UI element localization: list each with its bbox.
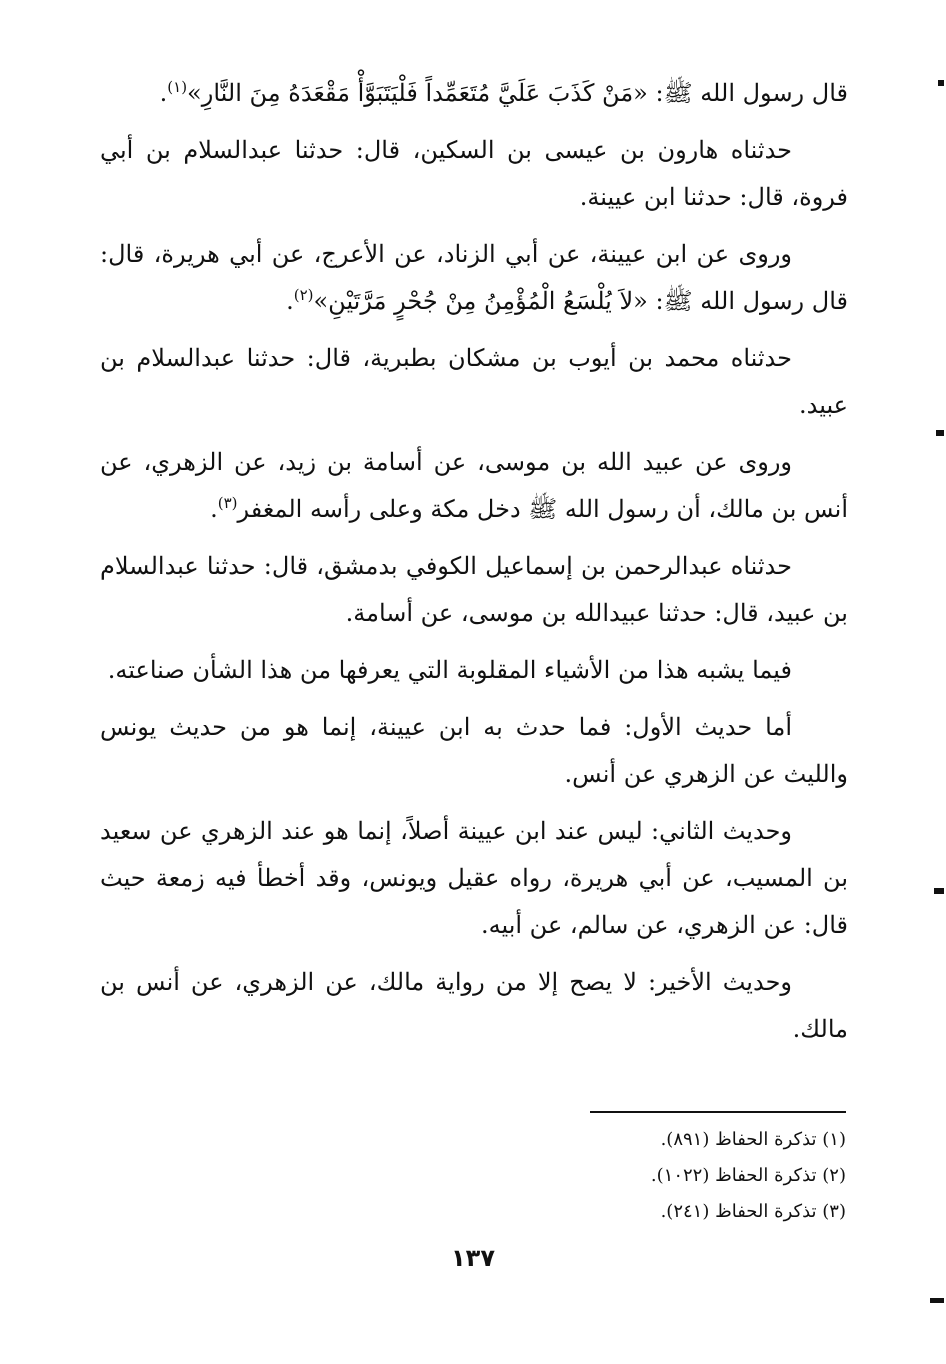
footnote-reference: (١) (167, 78, 188, 96)
page-number: ١٣٧ (451, 1244, 495, 1272)
paragraph-text: وحديث الأخير: لا يصح إلا من رواية مالك، عن الزهري، عن أنس بن مالك. (100, 968, 848, 1043)
footnote-reference: (٣) (217, 494, 238, 512)
paragraph (100, 70, 848, 117)
footnote (560, 1158, 846, 1194)
paragraph-text: أما حديث الأول: فما حدث به ابن عيينة، إنما هو من حديث يونس والليث عن الزهري عن أنس. (100, 713, 848, 788)
paragraph-text: حدثناه عبدالرحمن بن إسماعيل الكوفي بدمشق، قال: حدثنا عبدالسلام بن عبيد، قال: حدثنا عبيدالله بن موسى، عن أسامة. (100, 552, 848, 627)
scan-mark-bottom (930, 1298, 944, 1303)
footnote-reference: (٢) (293, 286, 314, 304)
paragraph (100, 231, 848, 325)
scan-mark-middle (936, 430, 944, 436)
main-text (100, 70, 848, 1063)
scan-mark-lower (934, 888, 944, 894)
paragraph-text: وروى عن ابن عيينة، عن أبي الزناد، عن الأعرج، عن أبي هريرة، قال: قال رسول الله ﷺ: «لاَ يُلْسَعُ الْمُؤْمِنُ مِنْ جُحْرٍ مَرَّتَيْنِ» (100, 240, 848, 315)
paragraph (100, 127, 848, 221)
sentence-end: . (210, 495, 218, 523)
footnote-text: تذكرة الحفاظ (٨٩١). (660, 1129, 817, 1150)
paragraph-text: حدثناه محمد بن أيوب بن مشكان بطبرية، قال: حدثنا عبدالسلام بن عبيد. (100, 344, 848, 419)
paragraph-text: قال رسول الله ﷺ: «مَنْ كَذَبَ عَلَيَّ مُتَعَمِّداً فَلْيَتَبَوَّأْ مَقْعَدَهُ مِنَ النَّارِ» (187, 79, 848, 107)
paragraph (100, 543, 848, 637)
sentence-end: . (286, 287, 294, 315)
paragraph (100, 647, 848, 694)
paragraph-text: وروى عن عبيد الله بن موسى، عن أسامة بن زيد، عن الزهري، عن أنس بن مالك، أن رسول الله ﷺ دخل مكة وعلى رأسه المغفر (100, 448, 848, 523)
paragraph (100, 704, 848, 798)
paragraph (100, 335, 848, 429)
footnote (560, 1194, 846, 1230)
footnote (560, 1122, 846, 1158)
sentence-end: . (159, 79, 168, 107)
paragraph (100, 959, 848, 1053)
footnote-number: (٢) (822, 1165, 846, 1186)
scan-mark-top (938, 80, 944, 86)
footnotes (560, 1122, 846, 1230)
paragraph (100, 439, 848, 533)
paragraph-text: فيما يشبه هذا من الأشياء المقلوبة التي يعرفها من هذا الشأن صناعته. (107, 656, 792, 684)
paragraph-text: حدثناه هارون بن عيسى بن السكين، قال: حدثنا عبدالسلام بن أبي فروة، قال: حدثنا ابن عيينة. (100, 136, 848, 211)
footnote-text: تذكرة الحفاظ (١٠٢٢). (650, 1165, 817, 1186)
footnote-number: (١) (822, 1129, 846, 1150)
paragraph-text: وحديث الثاني: ليس عند ابن عيينة أصلاً، إنما هو عند الزهري عن سعيد بن المسيب، عن أبي هريرة، رواه عقيل ويونس، وقد أخطأ فيه زمعة حيث قال: عن الزهري، عن سالم، عن أبيه. (100, 817, 848, 939)
footnote-text: تذكرة الحفاظ (٢٤١). (660, 1201, 817, 1222)
footnote-number: (٣) (822, 1201, 846, 1222)
paragraph (100, 808, 848, 949)
footnote-divider (590, 1111, 846, 1113)
